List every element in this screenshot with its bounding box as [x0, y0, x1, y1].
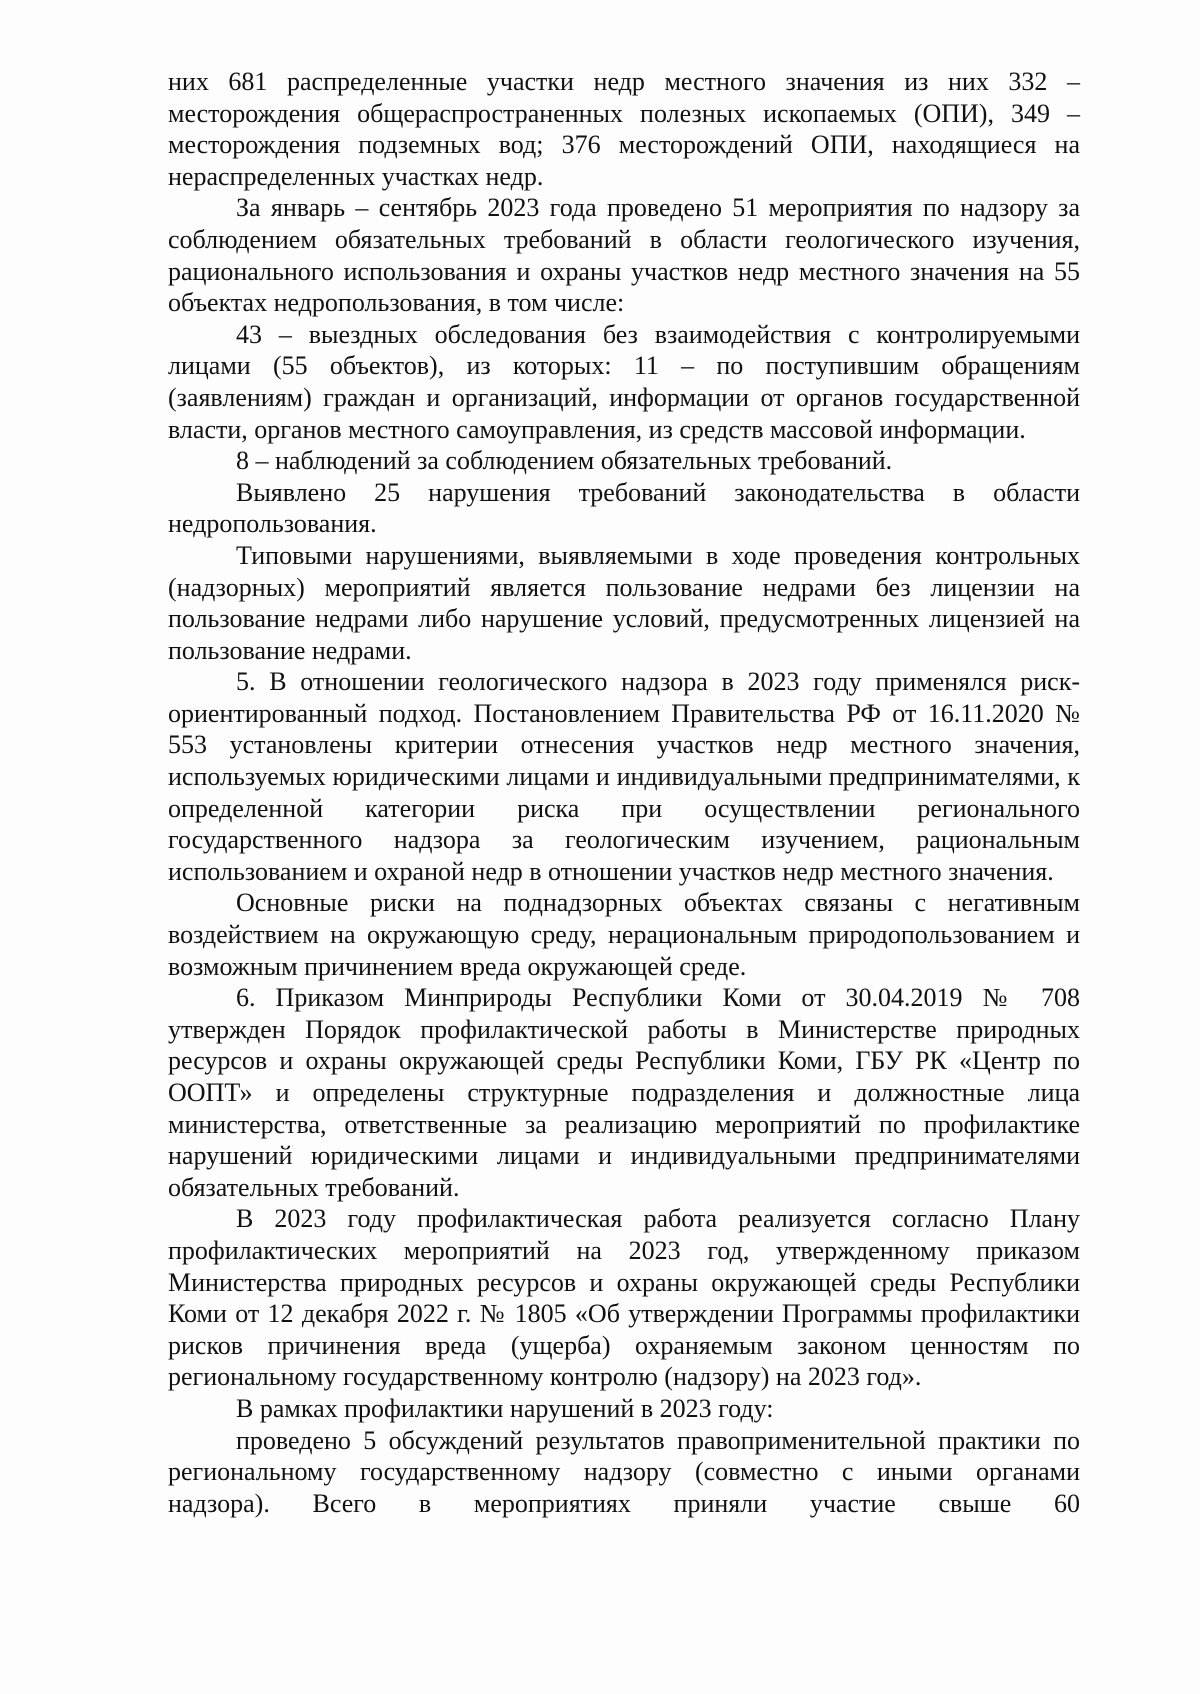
- paragraph-risk-approach: 5. В отношении геологического надзора в 2023 году применялся риск-ориентированный подход. Постановлением Правительства РФ от 16.11.2020 № 553 установлены критерии отнесения участков недр местного значения, используемых юридическими лицами и индивидуальными предпринимателями, к определенной категории риска при осуществлении регионального государственного надзора за геологическим изучением, рациональным использованием и охраной недр в отношении участков недр местного значения.: [168, 667, 1080, 886]
- paragraph-inspections-total: За январь – сентябрь 2023 года проведено 51 мероприятия по надзору за соблюдением обязательных требований в области геологического изучения, рационального использования и охраны участков недр местного значения на 55 объектах недропользования, в том числе:: [168, 193, 1080, 318]
- document-body: [168, 66, 1080, 1519]
- paragraph-observations: 8 – наблюдений за соблюдением обязательных требований.: [236, 446, 893, 476]
- paragraph-deposits-summary: них 681 распределенные участки недр местного значения из них 332 – месторождения общераспространенных полезных ископаемых (ОПИ), 349 – месторождения подземных вод; 376 месторождений ОПИ, находящиеся на нераспределенных участках недр.: [168, 67, 1080, 191]
- paragraph-prevention-order: 6. Приказом Минприроды Республики Коми от 30.04.2019 № 708 утвержден Порядок профилактической работы в Министерстве природных ресурсов и охраны окружающей среды Республики Коми, ГБУ РК «Центр по ООПТ» и определены структурные подразделения и должностные лица министерства, ответственные за реализацию мероприятий по профилактике нарушений юридическими лицами и индивидуальными предпринимателями обязательных требований.: [168, 983, 1080, 1202]
- paragraph-field-surveys: 43 – выездных обследования без взаимодействия с контролируемыми лицами (55 объектов), из которых: 11 – по поступившим обращениям (заявлениям) граждан и организаций, информации от органов государственной власти, органов местного самоуправления, из средств массовой информации.: [168, 319, 1080, 444]
- paragraph-violations-found: Выявлено 25 нарушения требований законодательства в области недропользования.: [168, 477, 1080, 539]
- paragraph-discussions-held: проведено 5 обсуждений результатов правоприменительной практики по региональному государственному надзору (совместно с иными органами надзора). Всего в мероприятиях приняли участие свыше 60: [168, 1425, 1080, 1518]
- paragraph-prevention-scope: В рамках профилактики нарушений в 2023 году:: [236, 1393, 774, 1423]
- paragraph-main-risks: Основные риски на поднадзорных объектах связаны с негативным воздействием на окружающую среду, нерациональным природопользованием и возможным причинением вреда окружающей среде.: [168, 888, 1080, 981]
- paragraph-typical-violations: Типовыми нарушениями, выявляемыми в ходе проведения контрольных (надзорных) мероприятий является пользование недрами без лицензии на пользование недрами либо нарушение условий, предусмотренных лицензией на пользование недрами.: [168, 540, 1080, 665]
- paragraph-prevention-plan: В 2023 году профилактическая работа реализуется согласно Плану профилактических мероприятий на 2023 год, утвержденному приказом Министерства природных ресурсов и охраны окружающей среды Республики Коми от 12 декабря 2022 г. № 1805 «Об утверждении Программы профилактики рисков причинения вреда (ущерба) охраняемым законом ценностям по региональному государственному контролю (надзору) на 2023 год».: [168, 1204, 1080, 1392]
